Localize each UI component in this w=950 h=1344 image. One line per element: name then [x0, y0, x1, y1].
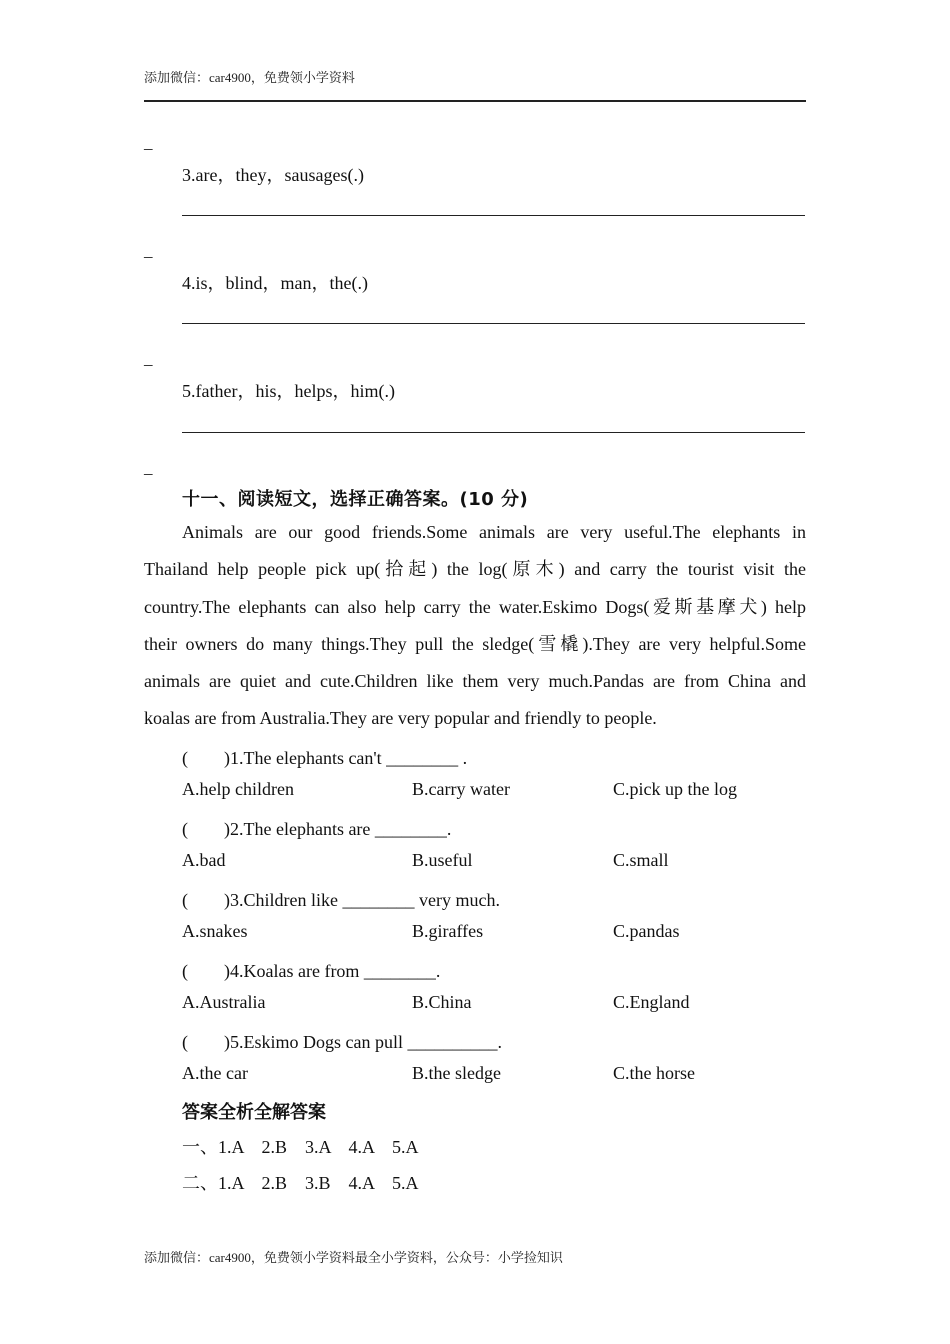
- question-2-option-a: A.bad: [182, 850, 226, 870]
- stray-dash: _: [144, 349, 153, 368]
- page-header-text: 添加微信：car4900，免费领小学资料: [144, 70, 355, 85]
- stray-dash: _: [144, 133, 153, 152]
- reorder-question-4: 4.is，blind，man，the(.): [182, 273, 368, 293]
- question-5-option-b: B.the sledge: [412, 1063, 501, 1083]
- question-3-stem: ( )3.Children like ________ very much.: [182, 890, 500, 910]
- passage-line: country.The elephants can also help carry the water.Eskimo Dogs(爱斯基摩犬) help: [144, 596, 806, 617]
- passage-line: Thailand help people pick up(拾起) the log(原木) and carry the tourist visit the: [144, 559, 806, 580]
- answer-line-5: [182, 432, 805, 433]
- page-footer-text: 添加微信：car4900，免费领小学资料最全小学资料，公众号：小学捡知识: [144, 1250, 563, 1265]
- question-4-option-a: A.Australia: [182, 992, 266, 1012]
- question-1-option-c: C.pick up the log: [613, 779, 737, 799]
- header-rule: [144, 100, 806, 102]
- answer-line-1: 一、1.A 2.B 3.A 4.A 5.A: [182, 1137, 419, 1157]
- question-3-option-a: A.snakes: [182, 921, 248, 941]
- passage-line: Animals are our good friends.Some animals are very useful.The elephants in: [182, 522, 806, 542]
- question-4-option-c: C.England: [613, 992, 690, 1012]
- reorder-question-3: 3.are，they，sausages(.): [182, 165, 364, 185]
- answer-line-3: [182, 215, 805, 216]
- answer-line-2: 二、1.A 2.B 3.B 4.A 5.A: [182, 1173, 419, 1193]
- question-4-option-b: B.China: [412, 992, 472, 1012]
- question-3-option-c: C.pandas: [613, 921, 680, 941]
- question-1-option-a: A.help children: [182, 779, 294, 799]
- question-2-option-b: B.useful: [412, 850, 473, 870]
- reading-passage: [144, 514, 806, 738]
- question-1-stem: ( )1.The elephants can't ________ .: [182, 748, 468, 768]
- question-5-stem: ( )5.Eskimo Dogs can pull __________.: [182, 1032, 502, 1052]
- question-5-option-c: C.the horse: [613, 1063, 695, 1083]
- question-3-option-b: B.giraffes: [412, 921, 484, 941]
- question-1-option-b: B.carry water: [412, 779, 510, 799]
- answers-heading: 答案全析全解答案: [182, 1102, 326, 1123]
- question-2-option-c: C.small: [613, 850, 669, 870]
- stray-dash: _: [144, 241, 153, 260]
- question-5-option-a: A.the car: [182, 1063, 248, 1083]
- stray-dash: _: [144, 458, 153, 477]
- passage-line: koalas are from Australia.They are very popular and friendly to people.: [144, 708, 657, 729]
- question-4-stem: ( )4.Koalas are from ________.: [182, 961, 441, 981]
- passage-line: their owners do many things.They pull the sledge(雪橇).They are very helpful.Some: [144, 633, 806, 654]
- section-title: 十一、阅读短文，选择正确答案。(10 分): [182, 489, 529, 510]
- answer-line-4: [182, 323, 805, 324]
- question-2-stem: ( )2.The elephants are ________.: [182, 819, 452, 839]
- passage-line: animals are quiet and cute.Children like them very much.Pandas are from China and: [144, 671, 806, 692]
- reorder-question-5: 5.father，his，helps，him(.): [182, 381, 395, 401]
